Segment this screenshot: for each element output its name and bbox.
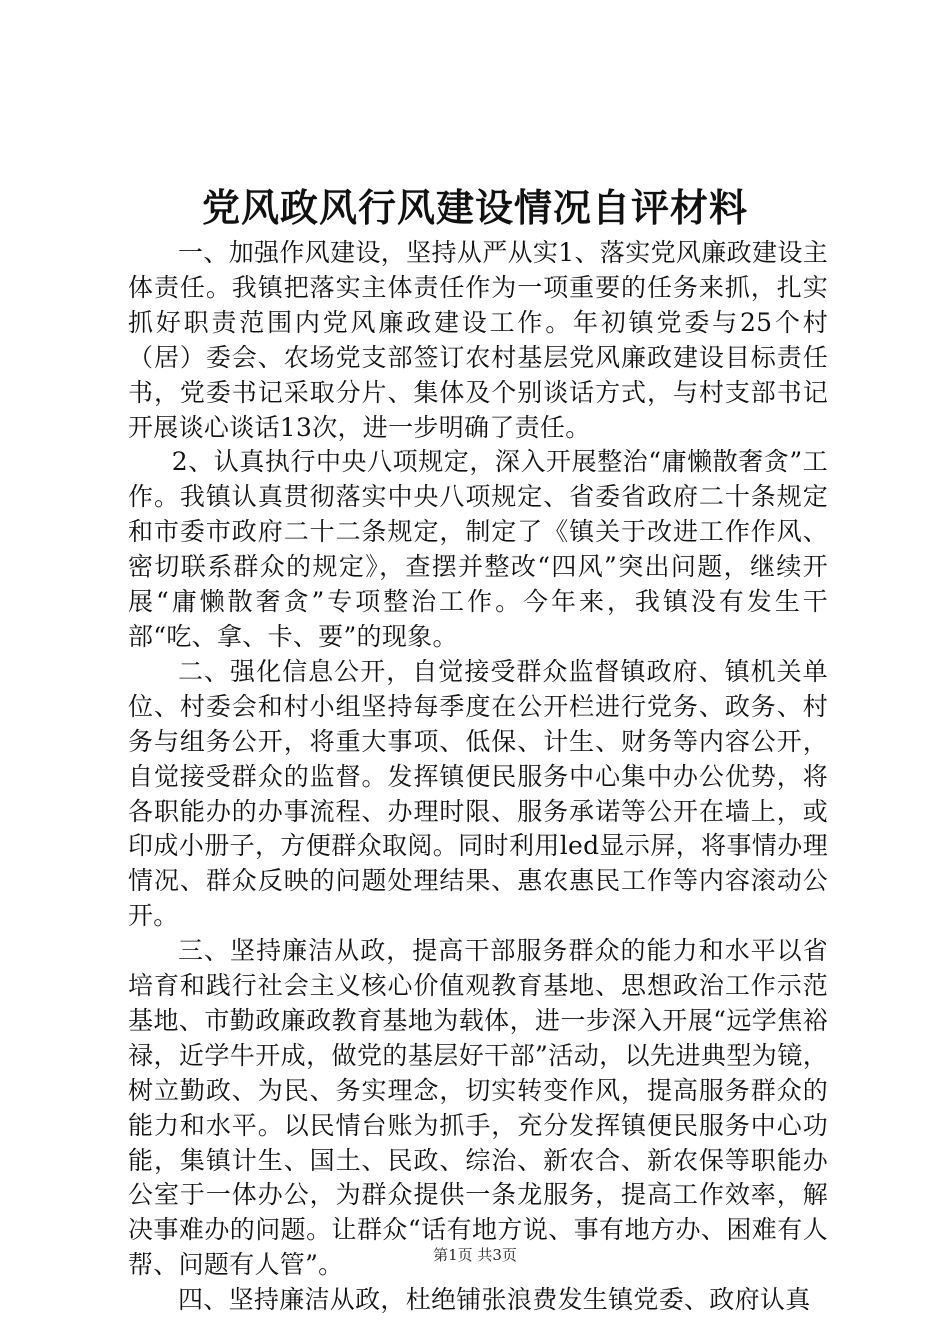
- document-title: 党风政风行风建设情况自评材料: [201, 185, 748, 230]
- paragraph-5: 四、坚持廉洁从政，杜绝铺张浪费发生镇党委、政府认真: [178, 1285, 811, 1315]
- document-body: [128, 236, 828, 1318]
- paragraph-1: 一、加强作风建设，坚持从严从实1、落实党风廉政建设主体责任。我镇把落实主体责任作为一项重要的任务来抓，扎实抓好职责范围内党风廉政建设工作。年初镇党委与25个村（居）委会、农场党支部签订农村基层党风廉政建设目标责任书，党委书记采取分片、集体及个别谈话方式，与村支部书记开展谈心谈话13次，进一步明确了责任。: [128, 238, 828, 442]
- page-number-footer: 第1页 共3页: [433, 1246, 517, 1264]
- paragraph-2: 2、认真执行中央八项规定，深入开展整治“庸懒散奢贪”工作。我镇认真贯彻落实中央八项规定、省委省政府二十条规定和市委市政府二十二条规定，制定了《镇关于改进工作作风、密切联系群众的规定》，查摆并整改“四风”突出问题，继续开展“庸懒散奢贪”专项整治工作。今年来，我镇没有发生干部“吃、拿、卡、要”的现象。: [128, 447, 828, 651]
- paragraph-4: 三、坚持廉洁从政，提高干部服务群众的能力和水平以省培育和践行社会主义核心价值观教育基地、思想政治工作示范基地、市勤政廉政教育基地为载体，进一步深入开展“远学焦裕禄，近学牛开成，做党的基层好干部”活动，以先进典型为镜，树立勤政、为民、务实理念，切实转变作风，提高服务群众的能力和水平。以民情台账为抓手，充分发挥镇便民服务中心功能，集镇计生、国土、民政、综治、新农合、新农保等职能办公室于一体办公，为群众提供一条龙服务，提高工作效率，解决事难办的问题。让群众“话有地方说、事有地方办、困难有人帮、问题有人管”。: [128, 936, 828, 1280]
- paragraph-3: 二、强化信息公开，自觉接受群众监督镇政府、镇机关单位、村委会和村小组坚持每季度在公开栏进行党务、政务、村务与组务公开，将重大事项、低保、计生、财务等内容公开，自觉接受群众的监督。发挥镇便民服务中心集中办公优势，将各职能办的办事流程、办理时限、服务承诺等公开在墙上，或印成小册子，方便群众取阅。同时利用led显示屏，将事情办理情况、群众反映的问题处理结果、惠农惠民工作等内容滚动公开。: [128, 656, 828, 931]
